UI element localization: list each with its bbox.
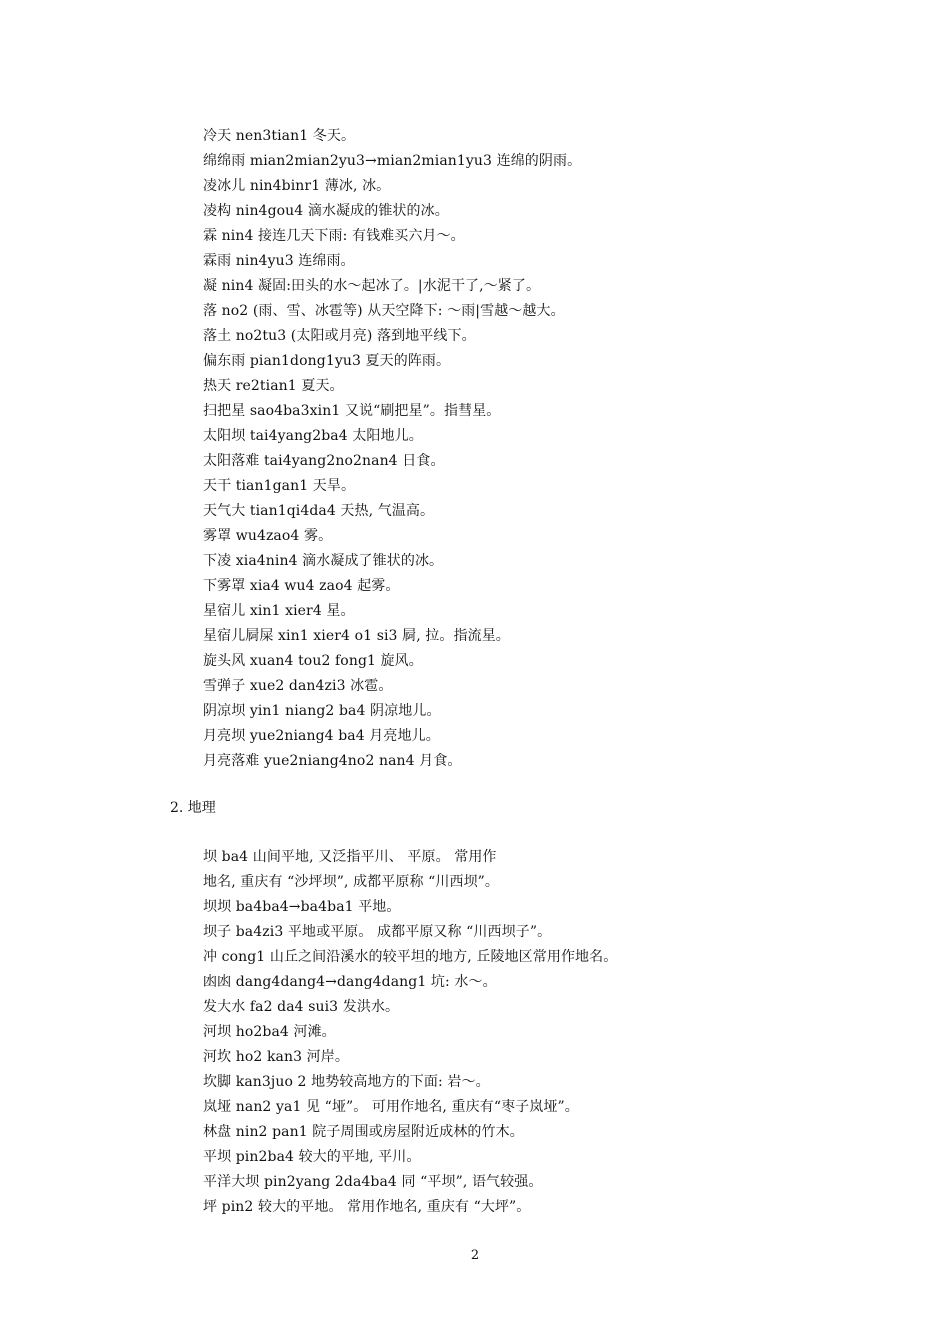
dictionary-entry: 雪弹子 xue2 dan4zi3 冰雹。 [203, 678, 393, 694]
dictionary-entry: 天气大 tian1qi4da4 天热, 气温高。 [203, 503, 435, 519]
dictionary-entry: 星宿儿 xin1 xier4 星。 [203, 603, 355, 619]
dictionary-entry: 偏东雨 pian1dong1yu3 夏天的阵雨。 [203, 353, 451, 369]
dictionary-entry: 地名, 重庆有 “沙坪坝”, 成都平原称 “川西坝”。 [203, 874, 500, 890]
dictionary-entry: 天干 tian1gan1 天旱。 [203, 478, 356, 494]
section-heading-geography: 2. 地理 [170, 800, 216, 816]
dictionary-entry: 扫把星 sao4ba3xin1 又说“刷把星”。指彗星。 [203, 403, 501, 419]
dictionary-entry: 霖雨 nin4yu3 连绵雨。 [203, 253, 355, 269]
dictionary-entry: 冷天 nen3tian1 冬天。 [203, 128, 356, 144]
dictionary-entry: 河坝 ho2ba4 河滩。 [203, 1024, 336, 1040]
dictionary-entry: 坝子 ba4zi3 平地或平原。 成都平原又称 “川西坝子”。 [203, 924, 552, 940]
dictionary-entry: 平洋大坝 pin2yang 2da4ba4 同 “平坝”, 语气较强。 [203, 1174, 543, 1190]
dictionary-entry: 绵绵雨 mian2mian2yu3→mian2mian1yu3 连绵的阴雨。 [203, 153, 582, 169]
dictionary-entry: 旋头风 xuan4 tou2 fong1 旋风。 [203, 653, 423, 669]
meteorology-entry-list [203, 124, 903, 774]
dictionary-entry: 凝 nin4 凝固:田头的水～起冰了。|水泥干了,～紧了。 [203, 278, 541, 294]
geography-entry-list [203, 845, 903, 1220]
dictionary-entry: 太阳坝 tai4yang2ba4 太阳地儿。 [203, 428, 423, 444]
dictionary-entry: 落土 no2tu3 (太阳或月亮) 落到地平线下。 [203, 328, 476, 344]
dictionary-entry: 霖 nin4 接连几天下雨: 有钱难买六月～。 [203, 228, 465, 244]
dictionary-entry: 平坝 pin2ba4 较大的平地, 平川。 [203, 1149, 421, 1165]
dictionary-entry: 雾罩 wu4zao4 雾。 [203, 528, 333, 544]
dictionary-entry: 坝 ba4 山间平地, 又泛指平川、 平原。 常用作 [203, 849, 497, 865]
dictionary-entry: 下凌 xia4nin4 滴水凝成了锥状的冰。 [203, 553, 444, 569]
dictionary-entry: 岚垭 nan2 ya1 见 “垭”。 可用作地名, 重庆有“枣子岚垭”。 [203, 1099, 579, 1115]
dictionary-entry: 坎脚 kan3juo 2 地势较高地方的下面: 岩～。 [203, 1074, 490, 1090]
dictionary-entry: 坪 pin2 较大的平地。 常用作地名, 重庆有 “大坪”。 [203, 1199, 531, 1215]
page-number: 2 [470, 1248, 480, 1263]
dictionary-entry: 河坎 ho2 kan3 河岸。 [203, 1049, 349, 1065]
dictionary-entry: 太阳落难 tai4yang2no2nan4 日食。 [203, 453, 445, 469]
dictionary-entry: 月亮落难 yue2niang4no2 nan4 月食。 [203, 753, 462, 769]
dictionary-entry: 落 no2 (雨、雪、冰雹等) 从天空降下: ～雨|雪越～越大。 [203, 303, 565, 319]
dictionary-entry: 热天 re2tian1 夏天。 [203, 378, 344, 394]
dictionary-entry: 凌冰儿 nin4binr1 薄冰, 冰。 [203, 178, 391, 194]
dictionary-entry: 发大水 fa2 da4 sui3 发洪水。 [203, 999, 400, 1015]
dictionary-entry: 下雾罩 xia4 wu4 zao4 起雾。 [203, 578, 400, 594]
dictionary-entry: 凌构 nin4gou4 滴水凝成的锥状的冰。 [203, 203, 449, 219]
dictionary-entry: 阴凉坝 yin1 niang2 ba4 阴凉地儿。 [203, 703, 441, 719]
dictionary-entry: 冲 cong1 山丘之间沿溪水的较平坦的地方, 丘陵地区常用作地名。 [203, 949, 618, 965]
dictionary-entry: 月亮坝 yue2niang4 ba4 月亮地儿。 [203, 728, 440, 744]
dictionary-entry: 星宿儿屙屎 xin1 xier4 o1 si3 屙, 拉。指流星。 [203, 628, 510, 644]
dictionary-entry: 坝坝 ba4ba4→ba4ba1 平地。 [203, 899, 401, 915]
dictionary-entry: 凼凼 dang4dang4→dang4dang1 坑: 水～。 [203, 974, 497, 990]
dictionary-entry: 林盘 nin2 pan1 院子周围或房屋附近成林的竹木。 [203, 1124, 524, 1140]
